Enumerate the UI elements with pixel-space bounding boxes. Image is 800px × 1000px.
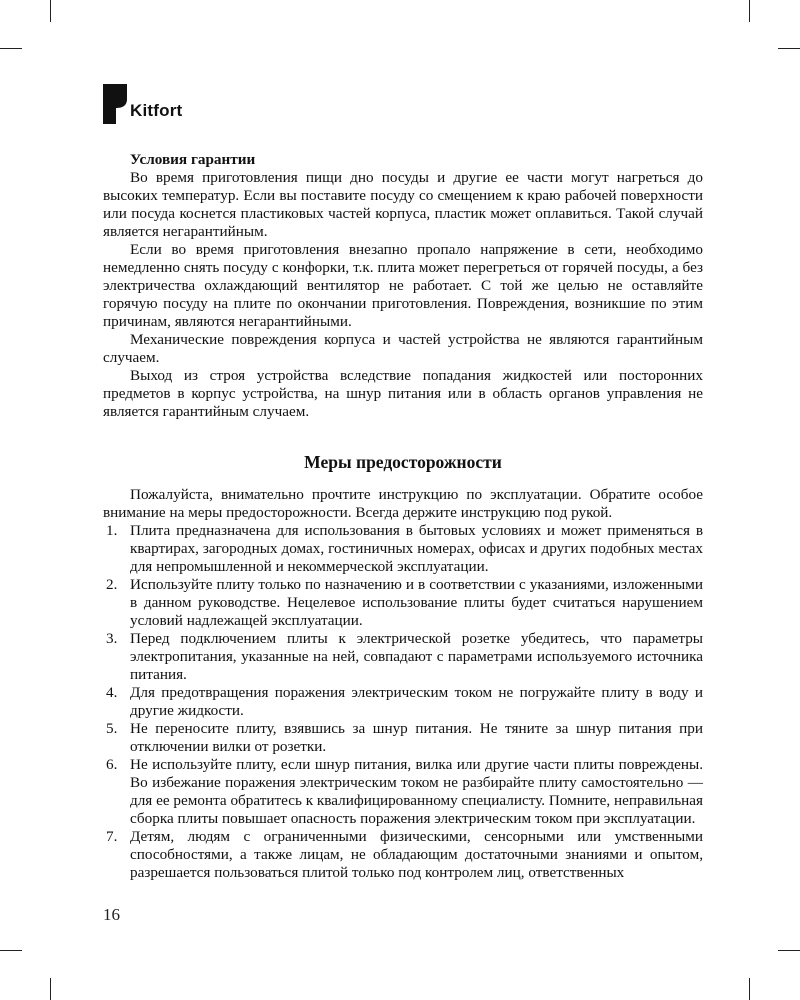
- crop-mark: [0, 48, 22, 49]
- list-item: [103, 756, 703, 828]
- item-number: 4.: [106, 684, 118, 701]
- warranty-paragraph: Механические повреждения корпуса и частей устройства не являются гарантийным случаем.: [103, 331, 703, 366]
- item-number: 7.: [106, 828, 118, 845]
- crop-mark: [749, 0, 750, 22]
- warranty-section: [103, 151, 703, 421]
- brand-name: Kitfort: [130, 101, 183, 120]
- warranty-heading: Условия гарантии: [130, 151, 256, 168]
- page-number: 16: [103, 905, 120, 924]
- crop-mark: [50, 0, 51, 22]
- crop-mark: [0, 950, 22, 951]
- warranty-paragraph: Во время приготовления пищи дно посуды и другие ее части могут нагреться до высоких температур. Если вы поставите посуду со смещением к краю рабочей поверхности или посуда коснется пластиковых частей корпуса, пластик может оплавиться. Такой случай является негарантийным.: [103, 169, 703, 240]
- item-number: 2.: [106, 576, 118, 593]
- kitfort-logo-icon: [103, 84, 127, 124]
- item-text: Плита предназначена для использования в бытовых условиях и может применяться в квартирах, загородных домах, гостиничных номерах, офисах и других подобных местах для непромышленной и некоммерческой эксплуатации.: [130, 522, 703, 575]
- list-item: [103, 630, 703, 684]
- item-text: Не используйте плиту, если шнур питания, вилка или другие части плиты повреждены. Во избежание поражения электрическим током не разбирайте плиту самостоятельно — для ее ремонта обратитесь к квалифицированному специалисту. Помните, неправильная сборка плиты повышает опасность поражения электрическим током при эксплуатации.: [130, 756, 703, 827]
- item-text: Не переносите плиту, взявшись за шнур питания. Не тяните за шнур питания при отключении вилки от розетки.: [130, 720, 703, 755]
- crop-mark: [778, 48, 800, 49]
- item-number: 5.: [106, 720, 118, 737]
- section-title: Меры предосторожности: [304, 452, 502, 472]
- item-text: Для предотвращения поражения электрическим током не погружайте плиту в воду и другие жидкости.: [130, 684, 703, 719]
- list-item: [103, 576, 703, 630]
- item-text: Детям, людям с ограниченными физическими, сенсорными или умственными способностями, а также лицам, не обладающим достаточными знаниями и опытом, разрешается пользоваться плитой только под контролем лиц, ответственных: [130, 828, 703, 881]
- item-number: 6.: [106, 756, 118, 773]
- list-item: [103, 522, 703, 576]
- warranty-paragraph: Выход из строя устройства вследствие попадания жидкостей или посторонних предметов в корпус устройства, на шнур питания или в область органов управления не является гарантийным случаем.: [103, 367, 703, 420]
- crop-mark: [749, 978, 750, 1000]
- warranty-paragraph: Если во время приготовления внезапно пропало напряжение в сети, необходимо немедленно снять посуду с конфорки, т.к. плита может перегреться от горячей посуды, а без электричества охлаждающий вентилятор не работает. С той же целью не оставляйте горячую посуду на плите по окончании приготовления. Повреждения, возникшие по этим причинам, являются негарантийными.: [103, 241, 703, 330]
- list-item: [103, 684, 703, 720]
- item-text: Используйте плиту только по назначению и в соответствии с указаниями, изложенными в данном руководстве. Нецелевое использование плиты будет считаться нарушением условий надлежащей эксплуатации.: [130, 576, 703, 629]
- list-item: [103, 828, 703, 882]
- precautions-section: [103, 486, 703, 882]
- precautions-intro: Пожалуйста, внимательно прочтите инструкцию по эксплуатации. Обратите особое внимание на меры предосторожности. Всегда держите инструкцию под рукой.: [103, 486, 703, 521]
- item-number: 3.: [106, 630, 118, 647]
- precautions-list: [103, 522, 703, 882]
- item-text: Перед подключением плиты к электрической розетке убедитесь, что параметры электропитания, указанные на ней, совпадают с параметрами используемого источника питания.: [130, 630, 703, 683]
- crop-mark: [50, 978, 51, 1000]
- crop-mark: [778, 950, 800, 951]
- item-number: 1.: [106, 522, 118, 539]
- list-item: [103, 720, 703, 756]
